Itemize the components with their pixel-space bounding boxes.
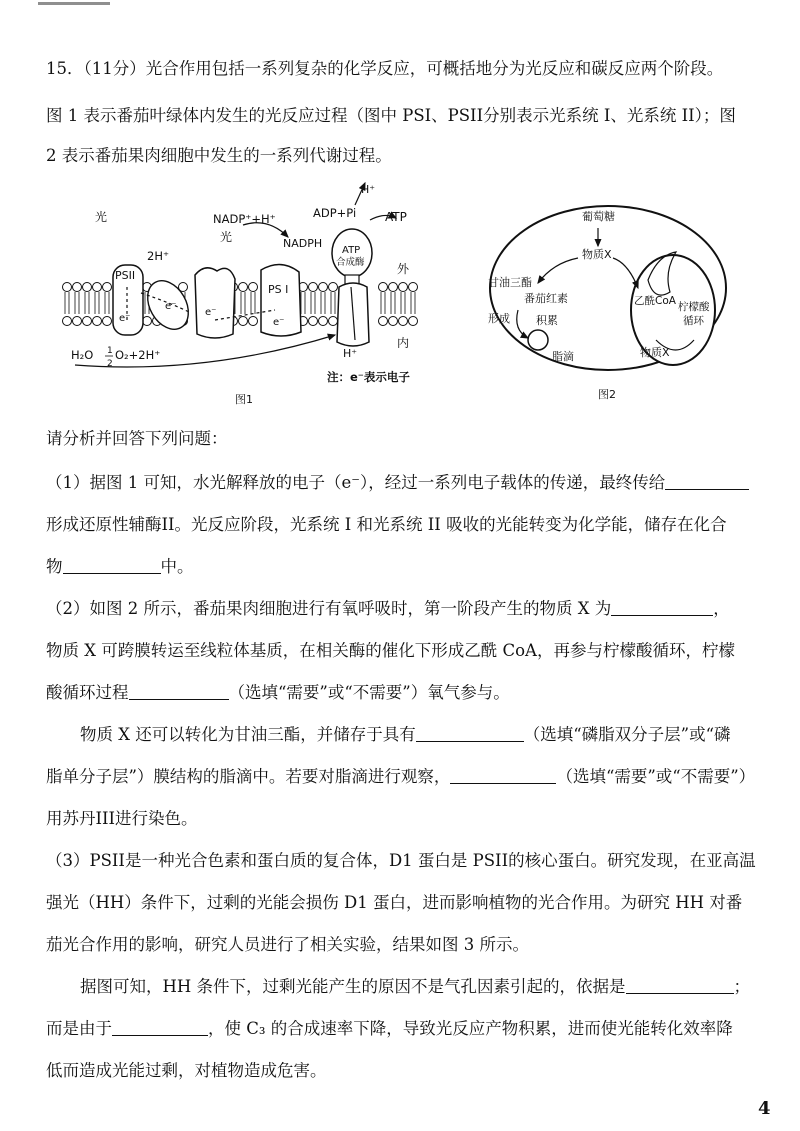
- triglyceride-label: 甘油三酯: [488, 276, 532, 289]
- intro-line-2: 图 1 表示番茄叶绿体内发生的光反应过程（图中 PSI、PSII分别表示光系统 I、光系统 II）；图: [46, 106, 736, 125]
- analysis-prompt: 请分析并回答下列问题：: [46, 429, 228, 448]
- q3-line-5: [46, 1018, 760, 1040]
- light-label-2: 光: [220, 230, 233, 244]
- q2-text-3a: 酸循环过程: [46, 683, 129, 702]
- q1-line-3: [46, 556, 760, 578]
- substance-x-mito-label: 物质X: [640, 346, 670, 359]
- q3-line-1: （3）PSII是一种光合色素和蛋白质的复合体，D1 蛋白是 PSII的核心蛋白。研究发现，在亚高温: [46, 851, 756, 870]
- figure-1-light-reaction-diagram: [55, 175, 445, 410]
- q3-line-2: 强光（HH）条件下，过剩的光能会损伤 D1 蛋白，进而影响植物的光合作用。为研究 HH 对番: [46, 893, 743, 912]
- electron-label-3: e⁻: [205, 307, 217, 318]
- q2-line-6: 用苏丹III进行染色。: [46, 809, 198, 828]
- cytochrome-complex: [195, 268, 235, 338]
- electron-label-4: e⁻: [273, 317, 285, 328]
- q3-line-6: 低而造成光能过剩，对植物造成危害。: [46, 1061, 327, 1080]
- q1-answer-blank-2[interactable]: [63, 557, 161, 574]
- q2-line-1: [46, 598, 760, 620]
- q2-line-2: 物质 X 可跨膜转运至线粒体基质，在相关酶的催化下形成乙酰 CoA，再参与柠檬酸循环，柠檬: [46, 641, 735, 660]
- glucose-label: 葡萄糖: [582, 210, 615, 223]
- intro-line-3: 2 表示番茄果肉细胞中发生的一系列代谢过程。: [46, 146, 392, 165]
- page-number: 4: [758, 1098, 771, 1119]
- atp-label: ATP: [385, 210, 407, 224]
- q1-answer-blank-1[interactable]: [665, 473, 749, 490]
- q1-line-2: 形成还原性辅酶II。光反应阶段，光系统 I 和光系统 II 吸收的光能转变为化学能，储存在化合: [46, 515, 727, 534]
- q2-line-4: [80, 724, 794, 746]
- q2-text-4b: （选填“磷脂双分子层”或“磷: [523, 725, 731, 744]
- figure-2-caption: 图2: [598, 388, 616, 401]
- nadph-label: NADPH: [283, 237, 323, 250]
- proton-arrow: [75, 335, 335, 367]
- citric-acid-label-1: 柠檬酸: [678, 301, 710, 313]
- q1-line-1: [46, 472, 760, 494]
- formation-label: 形成: [488, 312, 510, 325]
- water-label: H₂O: [71, 348, 94, 362]
- atp-synthase-label-2: 合成酶: [336, 257, 365, 268]
- nadp-label: NADP⁺+H⁺: [213, 212, 276, 226]
- q2-line-5: [46, 766, 760, 788]
- electron-note: 注：e⁻表示电子: [327, 370, 410, 384]
- outside-label: 外: [397, 262, 410, 276]
- lipid-droplet-label: 脂滴: [552, 350, 574, 363]
- figure-2-cell-metabolism-diagram: [478, 200, 740, 405]
- light-label-1: 光: [95, 210, 108, 224]
- q3-line-3: 茄光合作用的影响，研究人员进行了相关实验，结果如图 3 所示。: [46, 935, 529, 954]
- q2-answer-blank-3[interactable]: [416, 725, 524, 742]
- accumulation-label: 积累: [536, 314, 558, 327]
- q2-line-3: [46, 682, 760, 704]
- q3-answer-blank-1[interactable]: [626, 977, 734, 994]
- question-header: 15．（11分）光合作用包括一系列复杂的化学反应，可概括地分为光反应和碳反应两个阶段。: [46, 59, 724, 78]
- oxygen-label: O₂+2H⁺: [115, 348, 161, 362]
- q2-text-4a: 物质 X 还可以转化为甘油三酯，并储存于具有: [80, 725, 416, 744]
- atp-synthase-label-1: ATP: [342, 245, 361, 256]
- adp-pi-label: ADP+Pi: [313, 206, 357, 220]
- q1-text-1: （1）据图 1 可知，水光解释放的电子（e⁻），经过一系列电子载体的传递，最终传给: [46, 473, 666, 492]
- h-plus-top: H⁺: [361, 183, 376, 196]
- q2-answer-blank-2[interactable]: [129, 683, 229, 700]
- q2-text-3b: （选填“需要”或“不需要”）氧气参与。: [228, 683, 510, 702]
- q2-text-1a: （2）如图 2 所示，番茄果肉细胞进行有氧呼吸时，第一阶段产生的物质 X 为: [46, 599, 612, 618]
- q2-text-5b: （选填“需要”或“不需要”）: [556, 767, 756, 786]
- q1-text-3b: 中。: [160, 557, 194, 576]
- h-plus-label: 2H⁺: [147, 249, 170, 263]
- citric-acid-label-2: 循环: [683, 315, 704, 327]
- h-plus-bottom: H⁺: [343, 347, 358, 360]
- electron-label-2: e⁻: [165, 301, 177, 312]
- acetyl-coa-label: 乙酰CoA: [634, 295, 676, 307]
- q3-line-4: [80, 976, 794, 998]
- q1-text-3a: 物: [46, 557, 63, 576]
- fraction-numerator: 1: [107, 346, 113, 356]
- q2-text-1b: ，: [713, 599, 730, 618]
- q3-text-5b: ，使 C₃ 的合成速率下降，导致光反应产物积累，进而使光能转化效率降: [208, 1019, 733, 1038]
- q3-answer-blank-2[interactable]: [112, 1019, 208, 1036]
- lycopene-label: 番茄红素: [524, 292, 568, 305]
- electron-label-1: e⁻: [119, 313, 131, 324]
- lipid-droplet-circle: [528, 330, 548, 350]
- fraction-denominator: 2: [107, 359, 113, 369]
- q2-text-5a: 脂单分子层”）膜结构的脂滴中。若要对脂滴进行观察，: [46, 767, 451, 786]
- q2-answer-blank-1[interactable]: [611, 599, 713, 616]
- q3-text-4b: ；: [733, 977, 751, 996]
- figure-1-caption: 图1: [235, 393, 253, 406]
- q3-text-5a: 而是由于: [46, 1019, 112, 1038]
- inside-label: 内: [397, 336, 410, 350]
- scan-mark: [38, 2, 110, 5]
- q3-text-4a: 据图可知，HH 条件下，过剩光能产生的原因不是气孔因素引起的，依据是: [80, 977, 626, 996]
- substance-x-label: 物质X: [582, 248, 612, 261]
- psi-label: PS I: [268, 283, 289, 296]
- q2-answer-blank-4[interactable]: [450, 767, 556, 784]
- psii-label: PSII: [115, 269, 136, 282]
